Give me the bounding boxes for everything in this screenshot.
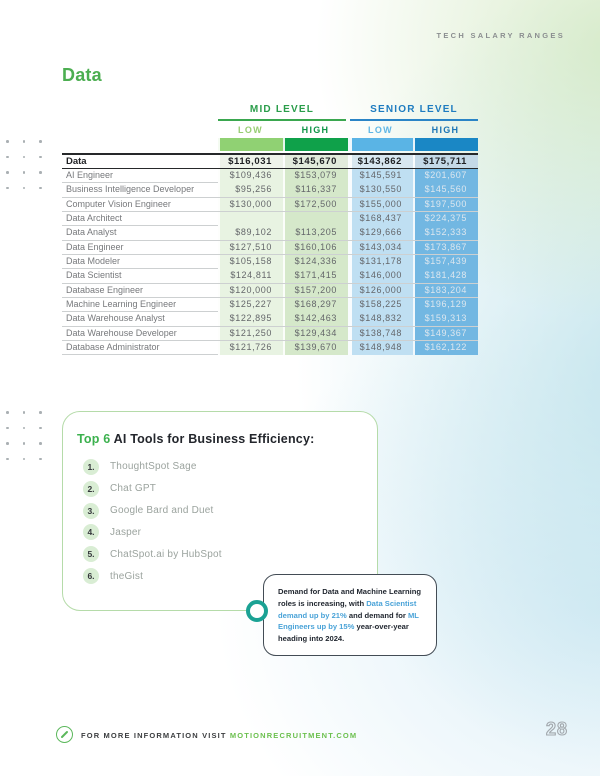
row-value: $127,510 (218, 241, 283, 255)
row-value: $168,297 (283, 298, 348, 312)
row-label: Data Architect (66, 213, 123, 224)
bar-spacer (62, 138, 218, 151)
dot (39, 458, 42, 461)
row-label: Data Engineer (66, 241, 124, 252)
row-value: $105,158 (218, 255, 283, 269)
ai-tool-number-badge: 6. (83, 568, 99, 584)
row-label: Database Administrator (66, 342, 160, 353)
ai-tool-label: Chat GPT (110, 483, 157, 495)
row-value: $116,337 (283, 183, 348, 197)
dot (23, 442, 26, 445)
table-color-bar-row (62, 138, 478, 151)
sub-header-spacer (62, 124, 218, 136)
table-group-header-row (62, 104, 478, 121)
row-label: Database Engineer (66, 284, 144, 295)
dot (23, 140, 26, 143)
dot (39, 187, 42, 190)
ai-tool-number-badge: 3. (83, 503, 99, 519)
callout-segment: year-over-year heading into 2024. (278, 622, 409, 644)
row-label: Data Modeler (66, 256, 121, 267)
demand-callout (263, 574, 437, 656)
summary-value-mid-low: $116,031 (218, 155, 283, 168)
ai-tool-item (83, 459, 377, 475)
row-value: $148,832 (348, 312, 413, 326)
table-row (62, 212, 478, 226)
table-row (62, 169, 478, 183)
summary-value-senior-low: $143,862 (348, 155, 413, 168)
table-row (62, 269, 478, 283)
callout-segment: Data Scientist demand up by 21% (278, 598, 417, 620)
dot (39, 427, 42, 430)
dot (23, 458, 26, 461)
color-bar-senior-low (348, 138, 413, 151)
table-row (62, 183, 478, 197)
row-label: Machine Learning Engineer (66, 299, 177, 310)
row-value: $183,204 (413, 284, 478, 298)
row-value: $109,436 (218, 169, 283, 183)
dot (23, 411, 26, 414)
callout-segment: ML Engineers up by 15% (278, 610, 419, 632)
row-value: $130,000 (218, 198, 283, 212)
row-value (218, 212, 283, 226)
row-label: Computer Vision Engineer (66, 198, 171, 209)
row-value: $145,591 (348, 169, 413, 183)
dot (6, 411, 9, 414)
ai-tool-label: Jasper (110, 526, 142, 538)
row-label: Business Intelligence Developer (66, 184, 195, 195)
row-value: $148,948 (348, 341, 413, 355)
table-row (62, 312, 478, 326)
dot (23, 187, 26, 190)
row-value: $142,463 (283, 312, 348, 326)
summary-row-label: Data (66, 156, 87, 167)
row-value: $201,607 (413, 169, 478, 183)
link-icon (56, 726, 73, 743)
dot (23, 427, 26, 430)
dot (6, 140, 9, 143)
page-number: 28 (545, 719, 568, 739)
table-row (62, 198, 478, 212)
row-value: $143,034 (348, 241, 413, 255)
ai-tool-number-badge: 5. (83, 546, 99, 562)
row-value: $126,000 (348, 284, 413, 298)
summary-value-senior-high: $175,711 (413, 155, 478, 168)
sub-header-senior-high: HIGH (431, 125, 460, 135)
table-row (62, 255, 478, 269)
sub-header-mid-low: LOW (238, 125, 263, 135)
footer-text (81, 731, 357, 740)
row-label: Data Scientist (66, 270, 122, 281)
table-sub-header-row (62, 124, 478, 136)
group-header-mid-level: MID LEVEL (218, 104, 346, 121)
ai-tool-label: theGist (110, 570, 144, 582)
row-value: $162,122 (413, 341, 478, 355)
callout-segment: and demand for (346, 610, 408, 620)
ai-tool-number-badge: 1. (83, 459, 99, 475)
row-value: $155,000 (348, 198, 413, 212)
dot (6, 427, 9, 430)
table-row (62, 341, 478, 355)
salary-table (62, 104, 478, 355)
row-value: $160,106 (283, 241, 348, 255)
row-value: $181,428 (413, 269, 478, 283)
row-value: $172,500 (283, 198, 348, 212)
row-value: $159,313 (413, 312, 478, 326)
row-value: $152,333 (413, 226, 478, 240)
dot (39, 171, 42, 174)
callout-segment: Demand for Data and Machine Learning roles is increasing, with (278, 587, 422, 608)
row-value: $113,205 (283, 226, 348, 240)
dot (6, 458, 9, 461)
row-value: $139,670 (283, 341, 348, 355)
row-value: $196,129 (413, 298, 478, 312)
table-summary-row (62, 153, 478, 169)
dot (39, 140, 42, 143)
ai-tool-label: ThoughtSpot Sage (110, 461, 197, 473)
dot (6, 171, 9, 174)
footer-website-link[interactable]: MOTIONRECRUITMENT.COM (229, 731, 358, 740)
row-value: $224,375 (413, 212, 478, 226)
row-value (283, 212, 348, 226)
row-value: $158,225 (348, 298, 413, 312)
ai-tool-label: Google Bard and Duet (110, 505, 214, 517)
table-row (62, 241, 478, 255)
dot (23, 171, 26, 174)
ai-tools-title-rest: AI Tools for Business Efficiency: (110, 432, 315, 446)
group-header-spacer (62, 104, 218, 121)
ai-tool-item (83, 547, 377, 563)
sub-header-senior-low: LOW (368, 125, 393, 135)
ai-tool-item (83, 525, 377, 541)
row-value: $124,336 (283, 255, 348, 269)
ai-tool-label: ChatSpot.ai by HubSpot (110, 548, 222, 560)
row-label: Data Warehouse Developer (66, 327, 177, 338)
table-row (62, 284, 478, 298)
row-value: $173,867 (413, 241, 478, 255)
row-value: $129,666 (348, 226, 413, 240)
dot (6, 156, 9, 159)
table-row (62, 298, 478, 312)
ai-tool-number-badge: 4. (83, 524, 99, 540)
row-value: $95,256 (218, 183, 283, 197)
row-value: $121,250 (218, 327, 283, 341)
summary-value-mid-high: $145,670 (283, 155, 348, 168)
page-header-label: TECH SALARY RANGES (436, 31, 565, 40)
row-value: $89,102 (218, 226, 283, 240)
row-value: $129,434 (283, 327, 348, 341)
dot (39, 156, 42, 159)
row-value: $122,895 (218, 312, 283, 326)
row-value: $171,415 (283, 269, 348, 283)
footer-info-text: FOR MORE INFORMATION VISIT (81, 731, 230, 740)
row-value: $157,439 (413, 255, 478, 269)
dot (6, 442, 9, 445)
row-value: $125,227 (218, 298, 283, 312)
ai-tools-list (83, 459, 377, 584)
row-value: $120,000 (218, 284, 283, 298)
row-value: $153,079 (283, 169, 348, 183)
table-row (62, 327, 478, 341)
dot (6, 187, 9, 190)
row-value: $157,200 (283, 284, 348, 298)
row-value: $197,500 (413, 198, 478, 212)
sub-header-mid-high: HIGH (301, 125, 330, 135)
dot (39, 442, 42, 445)
ai-tools-title-highlight: Top 6 (77, 432, 111, 446)
table-body (62, 169, 478, 355)
ai-tool-item (83, 503, 377, 519)
callout-connector-ring-icon (246, 600, 268, 622)
row-value: $121,726 (218, 341, 283, 355)
row-value: $146,000 (348, 269, 413, 283)
row-label: Data Analyst (66, 227, 117, 238)
dots-decoration (6, 411, 42, 460)
color-bar-mid-low (218, 138, 283, 151)
row-value: $168,437 (348, 212, 413, 226)
group-header-senior-level: SENIOR LEVEL (350, 104, 478, 121)
ai-tool-item (83, 481, 377, 497)
row-value: $131,178 (348, 255, 413, 269)
row-value: $145,560 (413, 183, 478, 197)
row-value: $149,367 (413, 327, 478, 341)
color-bar-senior-high (413, 138, 478, 151)
ai-tools-title (77, 432, 377, 446)
table-row (62, 226, 478, 240)
ai-tool-number-badge: 2. (83, 481, 99, 497)
dot (23, 156, 26, 159)
dot (39, 411, 42, 414)
dots-decoration (6, 140, 42, 189)
row-value: $124,811 (218, 269, 283, 283)
row-label: Data Warehouse Analyst (66, 313, 165, 324)
link-icon-glyph (60, 730, 69, 739)
row-value: $130,550 (348, 183, 413, 197)
row-label: AI Engineer (66, 170, 114, 180)
row-value: $138,748 (348, 327, 413, 341)
color-bar-mid-high (283, 138, 348, 151)
page-title: Data (62, 65, 102, 85)
